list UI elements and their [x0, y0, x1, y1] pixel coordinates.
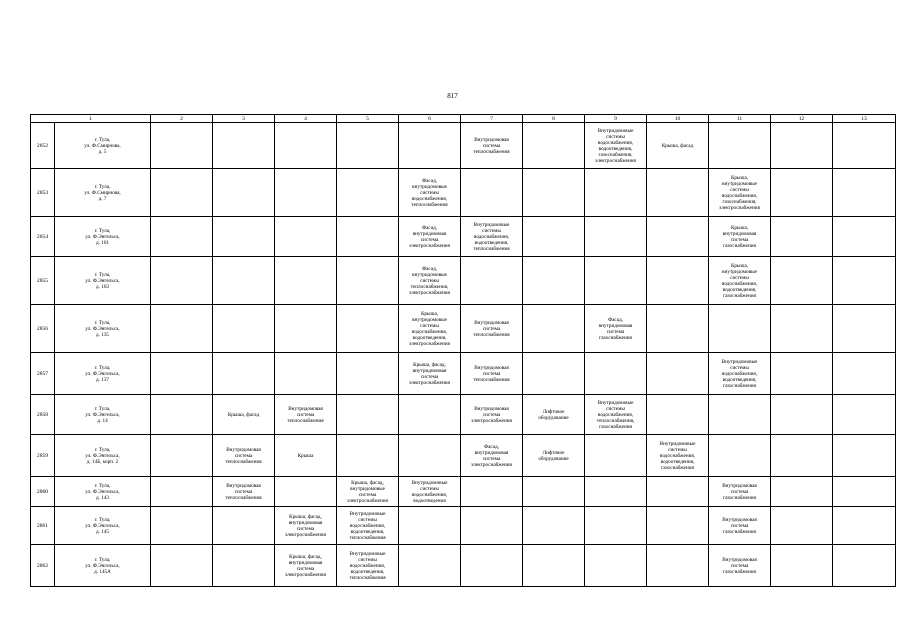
- work-cell: Крыша, внутридомовые системы водоснабжения, газоснабжения, электроснабжения: [709, 169, 771, 217]
- work-cell: [523, 477, 585, 507]
- row-number-cell: 2860: [31, 477, 55, 507]
- work-cell: Фасад, внутридомовая система газоснабжения: [585, 305, 647, 353]
- work-cell: [275, 477, 337, 507]
- work-cell: Лифтовое оборудование: [523, 435, 585, 477]
- work-cell: Крыша, фасад, внутридомовая система электроснабжения: [275, 507, 337, 545]
- work-cell: Внутридомовые системы водоснабжения, водоотведения, газоснабжения: [709, 353, 771, 395]
- work-cell: Крыша: [275, 435, 337, 477]
- column-header: 4: [275, 115, 337, 123]
- work-cell: [771, 353, 833, 395]
- work-cell: [337, 305, 399, 353]
- work-cell: [461, 257, 523, 305]
- work-cell: Внутридомовая система теплоснабжения: [461, 305, 523, 353]
- address-cell: г. Тула, ул. Ф.Энгельса, д. 145: [55, 507, 151, 545]
- work-cell: [151, 395, 213, 435]
- work-cell: [709, 395, 771, 435]
- work-cell: [647, 507, 709, 545]
- address-cell: г. Тула, ул. Ф.Энгельса, д. 145А: [55, 545, 151, 587]
- work-cell: [461, 507, 523, 545]
- work-cell: [771, 507, 833, 545]
- table-row: [31, 395, 896, 435]
- work-cell: Фасад, внутридомовые системы водоснабжения, теплоснабжения: [399, 169, 461, 217]
- work-cell: [833, 507, 896, 545]
- work-cell: [275, 257, 337, 305]
- work-cell: [151, 507, 213, 545]
- work-cell: Внутридомовые системы водоснабжения, водоотведения, теплоснабжения: [337, 507, 399, 545]
- work-cell: [709, 435, 771, 477]
- column-header: 6: [399, 115, 461, 123]
- row-number-cell: 2852: [31, 123, 55, 169]
- work-cell: [771, 305, 833, 353]
- work-cell: [647, 477, 709, 507]
- work-cell: [337, 217, 399, 257]
- work-cell: [771, 395, 833, 435]
- work-cell: Внутридомовые системы водоснабжения, водоотведения, газоснабжения: [647, 435, 709, 477]
- work-cell: [151, 123, 213, 169]
- work-cell: [771, 435, 833, 477]
- work-cell: [585, 169, 647, 217]
- work-cell: [399, 507, 461, 545]
- table-row: [31, 305, 896, 353]
- work-cell: Внутридомовая система теплоснабжения: [275, 395, 337, 435]
- work-cell: Внутридомовая система теплоснабжения: [461, 353, 523, 395]
- work-cell: [275, 123, 337, 169]
- table-row: [31, 353, 896, 395]
- work-cell: [771, 257, 833, 305]
- address-cell: г. Тула, ул. Ф.Энгельса, д. 143: [55, 477, 151, 507]
- work-cell: [585, 507, 647, 545]
- table-body: [31, 115, 896, 587]
- work-cell: [151, 353, 213, 395]
- row-number-cell: 2861: [31, 507, 55, 545]
- work-cell: Внутридомовая система газоснабжения: [709, 545, 771, 587]
- work-cell: [523, 123, 585, 169]
- header-row: [31, 115, 896, 123]
- row-number-cell: 2859: [31, 435, 55, 477]
- work-cell: [771, 217, 833, 257]
- work-cell: [337, 123, 399, 169]
- work-cell: [151, 545, 213, 587]
- work-cell: [833, 435, 896, 477]
- work-cell: [647, 353, 709, 395]
- column-header: 1: [31, 115, 151, 123]
- address-cell: г. Тула, ул. Ф.Энгельса, д. 135: [55, 305, 151, 353]
- capital-repair-table: [30, 114, 896, 587]
- column-header: 11: [709, 115, 771, 123]
- work-cell: Внутридомовая система электроснабжения: [461, 395, 523, 435]
- work-cell: [275, 305, 337, 353]
- address-cell: г. Тула, ул. Ф.Энгельса, д. 103: [55, 257, 151, 305]
- work-cell: [213, 353, 275, 395]
- column-header: 7: [461, 115, 523, 123]
- work-cell: [833, 305, 896, 353]
- column-header: 3: [213, 115, 275, 123]
- column-header: 9: [585, 115, 647, 123]
- row-number-cell: 2855: [31, 257, 55, 305]
- work-cell: [461, 477, 523, 507]
- address-cell: г. Тула, ул. Ф.Энгельса, д. 14Б, корп. 2: [55, 435, 151, 477]
- work-cell: [337, 257, 399, 305]
- work-cell: [709, 123, 771, 169]
- work-cell: [523, 257, 585, 305]
- work-cell: [833, 395, 896, 435]
- work-cell: Крыша, фасад, внутридомовая система электроснабжения: [275, 545, 337, 587]
- work-cell: [833, 353, 896, 395]
- table-row: [31, 123, 896, 169]
- work-cell: [771, 545, 833, 587]
- row-number-cell: 2857: [31, 353, 55, 395]
- work-cell: [647, 545, 709, 587]
- work-cell: [275, 353, 337, 395]
- work-cell: [585, 435, 647, 477]
- work-cell: [151, 477, 213, 507]
- work-cell: Фасад, внутридомовые системы теплоснабжения, электроснабжения: [399, 257, 461, 305]
- work-cell: Внутридомовые системы водоснабжения, водоотведения, теплоснабжения: [461, 217, 523, 257]
- table-row: [31, 217, 896, 257]
- address-cell: г. Тула, ул. Ф.Энгельса, д. 137: [55, 353, 151, 395]
- work-cell: [523, 353, 585, 395]
- table-row: [31, 257, 896, 305]
- work-cell: [399, 123, 461, 169]
- work-cell: [399, 435, 461, 477]
- work-cell: Внутридомовые системы водоснабжения, теплоснабжения, газоснабжения: [585, 395, 647, 435]
- address-cell: г. Тула, ул. Ф.Энгельса, д. 14: [55, 395, 151, 435]
- work-cell: Крыша, фасад, внутридомовая система электроснабжения: [399, 353, 461, 395]
- work-cell: [275, 169, 337, 217]
- table-row: [31, 435, 896, 477]
- work-cell: [213, 305, 275, 353]
- work-cell: [461, 169, 523, 217]
- work-cell: [213, 545, 275, 587]
- address-cell: г. Тула, ул. Ф.Энгельса, д. 101: [55, 217, 151, 257]
- work-cell: Внутридомовая система газоснабжения: [709, 477, 771, 507]
- work-cell: [585, 353, 647, 395]
- work-cell: [833, 545, 896, 587]
- work-cell: [213, 257, 275, 305]
- work-cell: [771, 169, 833, 217]
- work-cell: [151, 217, 213, 257]
- work-cell: [399, 395, 461, 435]
- work-cell: [523, 217, 585, 257]
- page-number: 817: [447, 92, 458, 100]
- column-header: 13: [833, 115, 896, 123]
- column-header: 2: [151, 115, 213, 123]
- row-number-cell: 2853: [31, 169, 55, 217]
- column-header: 5: [337, 115, 399, 123]
- work-cell: [399, 545, 461, 587]
- work-cell: [151, 169, 213, 217]
- work-cell: Фасад, внутридомовая система электроснабжения: [399, 217, 461, 257]
- work-cell: [833, 477, 896, 507]
- column-header: 10: [647, 115, 709, 123]
- work-cell: Крыша, внутридомовые системы водоснабжения, водоотведения, электроснабжения: [399, 305, 461, 353]
- work-cell: [213, 507, 275, 545]
- work-cell: [151, 257, 213, 305]
- table-row: [31, 477, 896, 507]
- work-cell: Внутридомовая система теплоснабжения: [461, 123, 523, 169]
- work-cell: [337, 435, 399, 477]
- table-row: [31, 169, 896, 217]
- work-cell: [585, 257, 647, 305]
- work-cell: [647, 169, 709, 217]
- work-cell: [709, 305, 771, 353]
- work-cell: Внутридомовая система теплоснабжения: [213, 477, 275, 507]
- address-cell: г. Тула, ул. Ф.Смирнова, д. 7: [55, 169, 151, 217]
- work-cell: Крыша, внутридомовые системы водоснабжения, водоотведения, газоснабжения: [709, 257, 771, 305]
- row-number-cell: 2862: [31, 545, 55, 587]
- work-cell: [523, 545, 585, 587]
- work-cell: [771, 123, 833, 169]
- work-cell: Внутридомовая система газоснабжения: [709, 507, 771, 545]
- row-number-cell: 2858: [31, 395, 55, 435]
- work-cell: Крыша, фасад, внутридомовые система электроснабжения: [337, 477, 399, 507]
- work-cell: Внутридомовые системы водоснабжения, водоотведения, теплоснабжения: [337, 545, 399, 587]
- work-cell: [337, 353, 399, 395]
- work-cell: [833, 257, 896, 305]
- work-cell: [523, 169, 585, 217]
- work-cell: [833, 123, 896, 169]
- work-cell: [213, 217, 275, 257]
- row-number-cell: 2854: [31, 217, 55, 257]
- work-cell: [151, 305, 213, 353]
- work-cell: Внутридомовая система теплоснабжения: [213, 435, 275, 477]
- work-cell: Лифтовое оборудование: [523, 395, 585, 435]
- work-cell: [275, 217, 337, 257]
- work-cell: [151, 435, 213, 477]
- table-row: [31, 507, 896, 545]
- work-cell: Внутридомовые системы водоснабжения, водоотведения, газоснабжения, электроснабжения: [585, 123, 647, 169]
- work-cell: [833, 217, 896, 257]
- work-cell: [647, 305, 709, 353]
- work-cell: [461, 545, 523, 587]
- work-cell: Крыша, фасад: [647, 123, 709, 169]
- work-cell: Крыша, фасад: [213, 395, 275, 435]
- work-cell: [213, 123, 275, 169]
- work-cell: [523, 305, 585, 353]
- column-header: 8: [523, 115, 585, 123]
- work-cell: [523, 507, 585, 545]
- address-cell: г. Тула, ул. Ф.Смирнова, д. 5: [55, 123, 151, 169]
- work-cell: [771, 477, 833, 507]
- work-cell: [647, 395, 709, 435]
- work-cell: [337, 169, 399, 217]
- work-cell: [585, 477, 647, 507]
- row-number-cell: 2856: [31, 305, 55, 353]
- work-cell: Фасад, внутридомовая система электроснабжения: [461, 435, 523, 477]
- work-cell: Внутридомовые системы водоснабжения, водоотведения: [399, 477, 461, 507]
- work-cell: Крыша, внутридомовая система газоснабжения: [709, 217, 771, 257]
- column-header: 12: [771, 115, 833, 123]
- work-cell: [833, 169, 896, 217]
- work-cell: [213, 169, 275, 217]
- work-cell: [585, 545, 647, 587]
- work-cell: [585, 217, 647, 257]
- table-row: [31, 545, 896, 587]
- work-cell: [647, 257, 709, 305]
- work-cell: [647, 217, 709, 257]
- work-cell: [337, 395, 399, 435]
